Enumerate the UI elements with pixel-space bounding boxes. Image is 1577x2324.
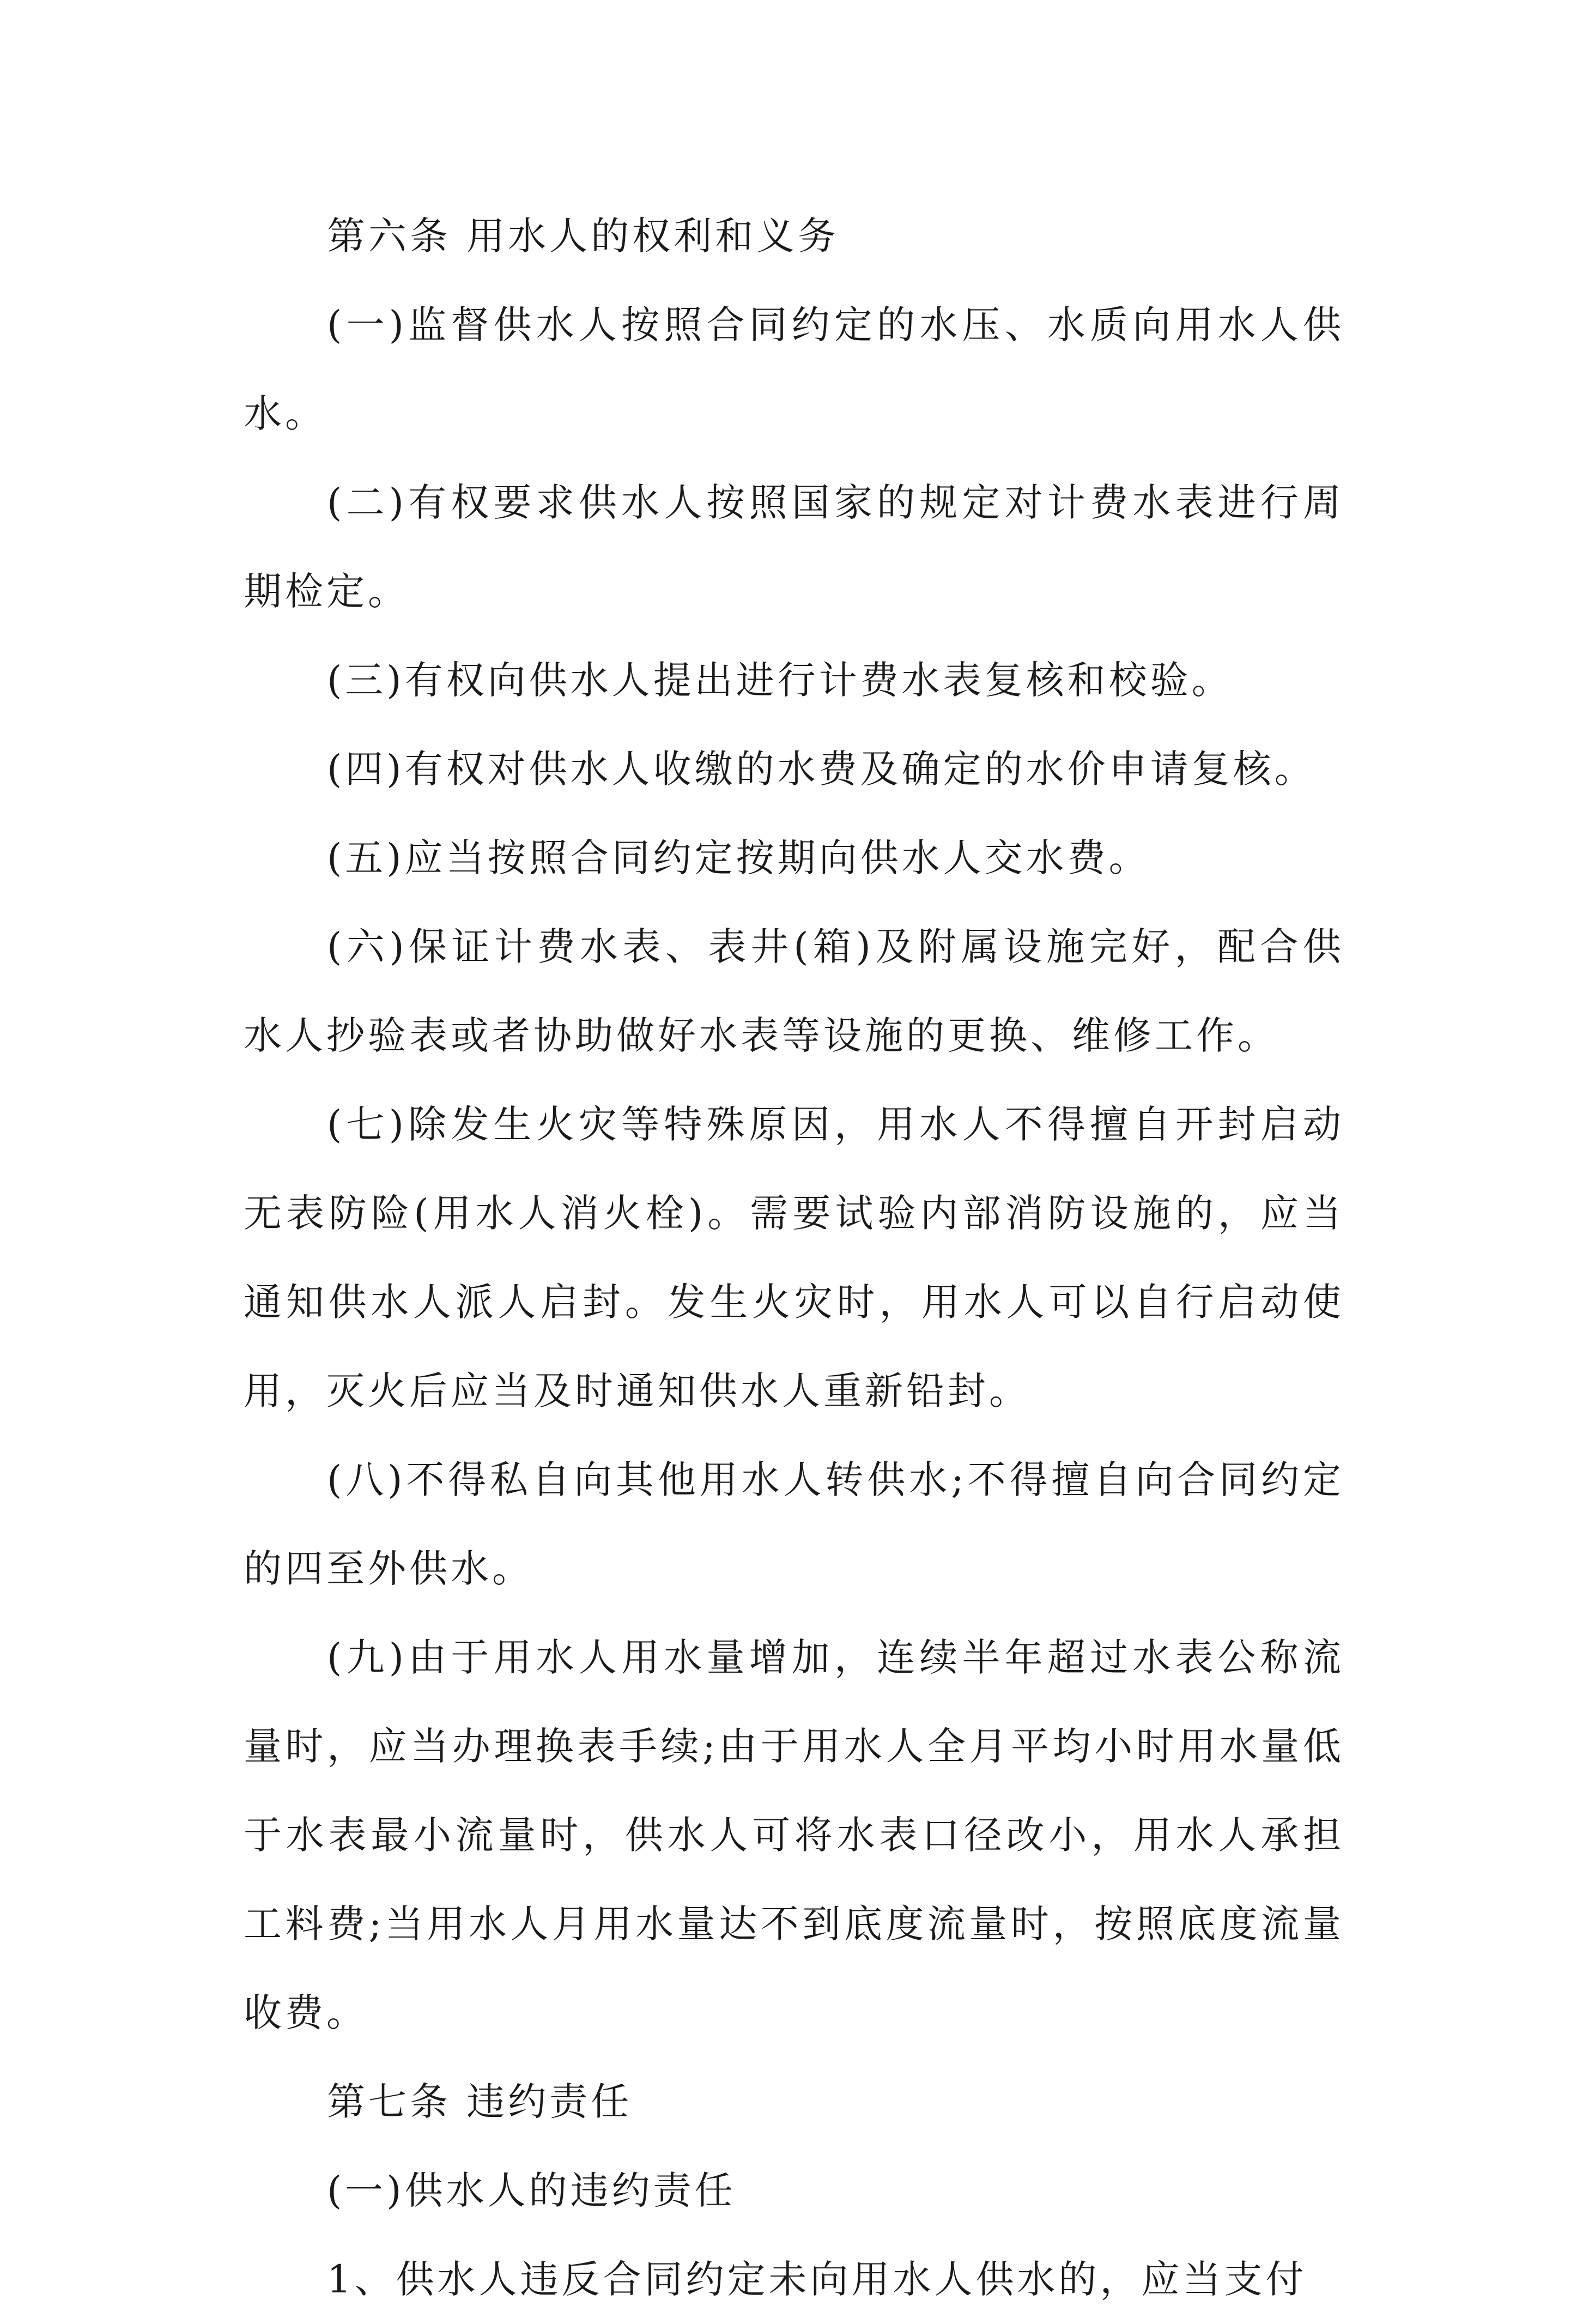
clause-6-9: (九)由于用水人用水量增加，连续半年超过水表公称流量时，应当办理换表手续;由于用水人全月平均小时用水量低于水表最小流量时，供水人可将水表口径改小，用水人承担工料费;当用水人月用水量达不到底度流量时，按照底度流量收费。 [244, 1635, 1344, 2035]
clause-6-8: (八)不得私自向其他用水人转供水;不得擅自向合同约定的四至外供水。 [244, 1457, 1344, 1591]
clause-6-4: (四)有权对供水人收缴的水费及确定的水价申请复核。 [327, 747, 1316, 791]
document-body [244, 192, 1344, 2324]
clause-6-2: (二)有权要求供水人按照国家的规定对计费水表进行周期检定。 [244, 480, 1344, 614]
clause-7-1-heading: (一)供水人的违约责任 [327, 2168, 736, 2213]
clause-7-1-1: 1、供水人违反合同约定未向用水人供水的，应当支付 [327, 2257, 1307, 2302]
clause-6-3: (三)有权向供水人提出进行计费水表复核和校验。 [327, 658, 1233, 703]
clause-6-6: (六)保证计费水表、表井(箱)及附属设施完好，配合供水人抄验表或者协助做好水表等设施的更换、维修工作。 [244, 924, 1344, 1058]
clause-6-5: (五)应当按照合同约定按期向供水人交水费。 [327, 836, 1150, 880]
clause-6-7: (七)除发生火灾等特殊原因，用水人不得擅自开封启动无表防险(用水人消火栓)。需要试验内部消防设施的，应当通知供水人派人启封。发生火灾时，用水人可以自行启动使用，灭火后应当及时通知供水人重新铅封。 [244, 1102, 1344, 1413]
article-6-heading: 第六条 用水人的权利和义务 [327, 214, 840, 258]
clause-6-1: (一)监督供水人按照合同约定的水压、水质向用水人供水。 [244, 302, 1344, 436]
article-7-heading: 第七条 违约责任 [327, 2079, 633, 2124]
